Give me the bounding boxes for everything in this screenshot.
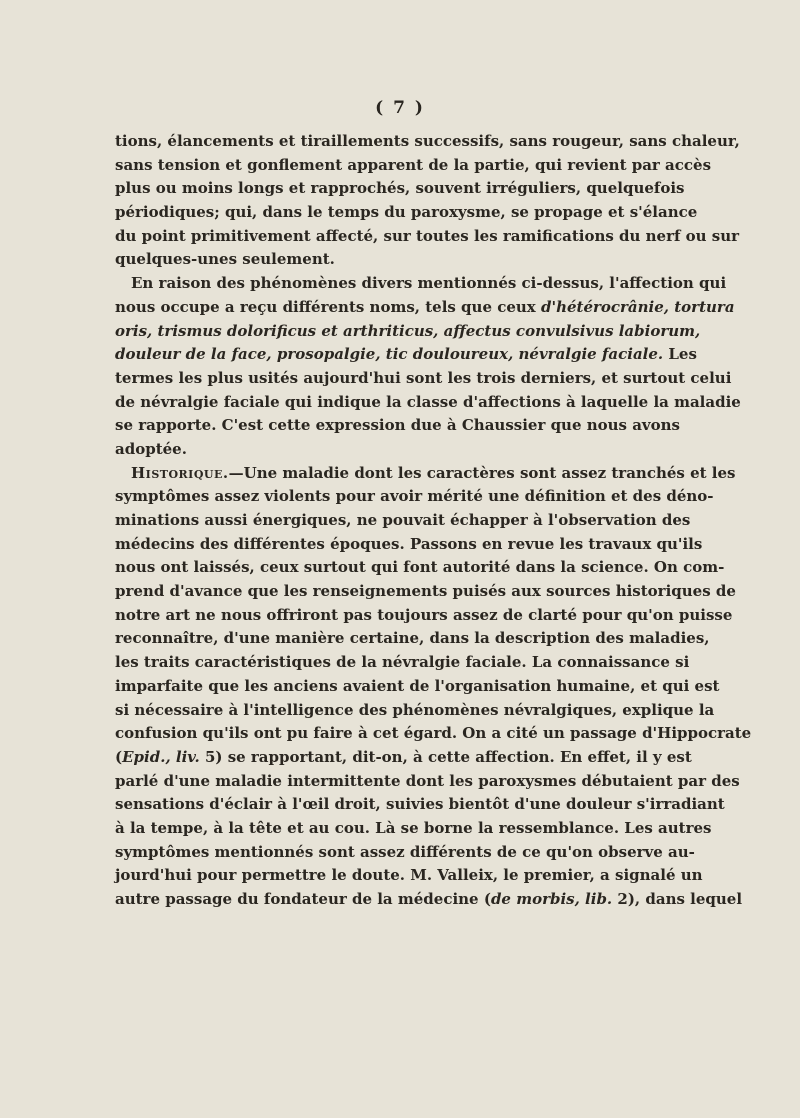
text-line: nous ont laissés, ceux surtout qui font autorité dans la science. On com-	[115, 558, 725, 577]
page-number: ( 7 )	[375, 98, 425, 118]
text-line: du point primitivement affecté, sur toutes les ramifications du nerf ou sur	[115, 226, 740, 245]
text-line: parlé d'une maladie intermittente dont les paroxysmes débutaient par des	[115, 771, 740, 790]
text-line: prend d'avance que les renseignements puisés aux sources historiques de	[115, 582, 736, 601]
text-line: confusion qu'ils ont pu faire à cet égard. On a cité un passage d'Hippocrate	[115, 724, 752, 743]
text-line: (Epid., liv. 5) se rapportant, dit-on, à cette affection. En effet, il y est	[115, 747, 692, 766]
text-line: jourd'hui pour permettre le doute. M. Valleix, le premier, a signalé un	[115, 866, 703, 885]
text-line: se rapporte. C'est cette expression due à Chaussier que nous avons	[115, 416, 681, 435]
text-line: nous occupe a reçu différents noms, tels que ceux d'hétérocrânie, tortura	[115, 297, 735, 316]
text-line: Historique.—Une maladie dont les caractères sont assez tranchés et les	[131, 463, 736, 482]
text-line: tions, élancements et tiraillements successifs, sans rougeur, sans chaleur,	[115, 132, 740, 150]
text-line: reconnaître, d'une manière certaine, dans la description des maladies,	[115, 629, 710, 648]
text-line: quelques-unes seulement.	[115, 250, 335, 269]
text-line: symptômes mentionnés sont assez différents de ce qu'on observe au-	[115, 842, 695, 861]
text-line: douleur de la face, prosopalgie, tic douloureux, névralgie faciale. Les	[115, 345, 697, 364]
text-line: sensations d'éclair à l'œil droit, suivies bientôt d'une douleur s'irradiant	[115, 795, 725, 814]
text-line: minations aussi énergiques, ne pouvait échapper à l'observation des	[115, 511, 691, 529]
text-line: sans tension et gonflement apparent de la partie, qui revient par accès	[115, 155, 712, 174]
text-line: à la tempe, à la tête et au cou. Là se borne la ressemblance. Les autres	[115, 818, 712, 837]
text-line: médecins des différentes époques. Passons en revue les travaux qu'ils	[115, 534, 703, 553]
text-line: termes les plus usités aujourd'hui sont les trois derniers, et surtout celui	[115, 368, 732, 387]
text-line: de névralgie faciale qui indique la classe d'affections à laquelle la maladie	[115, 392, 741, 411]
text-line: symptômes assez violents pour avoir mérité une définition et des déno-	[115, 487, 714, 506]
text-line: les traits caractéristiques de la névralgie faciale. La connaissance si	[115, 653, 690, 672]
text-line: plus ou moins longs et rapprochés, souvent irréguliers, quelquefois	[115, 179, 685, 198]
text-line: autre passage du fondateur de la médecine (de morbis, lib. 2), dans lequel	[115, 890, 743, 908]
body-text	[115, 130, 752, 912]
text-line: périodiques; qui, dans le temps du paroxysme, se propage et s'élance	[115, 203, 698, 222]
text-line: adoptée.	[115, 439, 187, 458]
text-line: En raison des phénomènes divers mentionnés ci-dessus, l'affection qui	[131, 274, 727, 293]
text-line: oris, trismus dolorificus et arthriticus, affectus convulsivus labiorum,	[115, 321, 701, 340]
text-line: imparfaite que les anciens avaient de l'organisation humaine, et qui est	[115, 676, 720, 695]
text-line: si nécessaire à l'intelligence des phénomènes névralgiques, explique la	[115, 700, 715, 719]
text-line: notre art ne nous offriront pas toujours assez de clarté pour qu'on puisse	[115, 605, 733, 624]
